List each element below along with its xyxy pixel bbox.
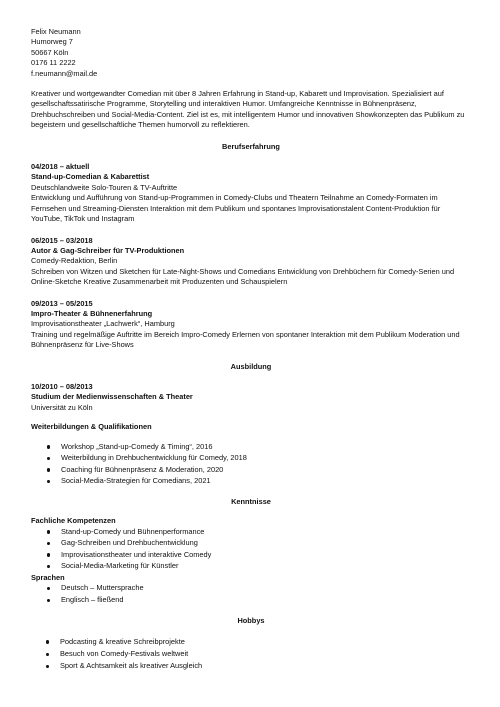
job-organization: Comedy-Redaktion, Berlin xyxy=(31,256,118,266)
list-item: Coaching für Bühnenpräsenz & Moderation, 2020 xyxy=(31,465,471,475)
contact-email: f.neumann@mail.de xyxy=(31,68,98,78)
education-dates: 10/2010 – 08/2013 xyxy=(31,381,93,391)
list-item: Besuch von Comedy-Festivals weltweit xyxy=(31,649,471,659)
skills-heading: Kenntnisse xyxy=(231,496,271,506)
hobbies-heading: Hobbys xyxy=(237,616,265,626)
contact-phone: 0176 11 2222 xyxy=(31,58,76,68)
education-entry xyxy=(31,382,471,413)
contact-street: Humorweg 7 xyxy=(31,37,73,47)
job-title: Stand-up-Comedian & Kabarettist xyxy=(31,172,150,182)
job-description: Schreiben von Witzen und Sketchen für Late-Night-Shows und Comedians Entwicklung von Drehbüchern für Comedy-Serien und Online-Sketche Kreative Zusammenarbeit mit Produzenten und Schauspielern xyxy=(31,266,455,287)
list-item: Improvisationstheater und interaktive Comedy xyxy=(31,550,471,560)
education-school: Universität zu Köln xyxy=(31,402,93,412)
technical-skills-heading: Fachliche Kompetenzen xyxy=(31,516,116,526)
education-heading: Ausbildung xyxy=(230,361,272,371)
list-item: Englisch – fließend xyxy=(31,595,471,605)
list-item: Sport & Achtsamkeit als kreativer Ausgleich xyxy=(31,661,471,671)
languages-heading: Sprachen xyxy=(31,572,65,582)
job-description: Entwicklung und Aufführung von Stand-up-Programmen in Comedy-Clubs und Theatern Teilnahme an Comedy-Formaten im Fernsehen und Streaming-Diensten Interaktion mit dem Publikum und spontanes Improvisationstalent Content-Produktion für YouTube, TikTok und Instagram xyxy=(31,193,441,224)
education-degree: Studium der Medienwissenschaften & Theater xyxy=(31,392,193,402)
list-item: Gag-Schreiben und Drehbuchentwicklung xyxy=(31,538,471,548)
job-entry xyxy=(31,162,471,224)
hobbies-list xyxy=(31,637,471,672)
job-organization: Improvisationstheater „Lachwerk“, Hamburg xyxy=(31,319,175,329)
further-education-heading: Weiterbildungen & Qualifikationen xyxy=(31,422,152,432)
job-entry xyxy=(31,299,471,351)
list-item: Stand-up-Comedy und Bühnenperformance xyxy=(31,527,471,537)
further-education-list xyxy=(31,442,471,487)
contact-name: Felix Neumann xyxy=(31,27,81,36)
profile-summary: Kreativer und wortgewandter Comedian mit über 8 Jahren Erfahrung in Stand-up, Kabarett und Improvisation. Spezialisiert auf gesellschaftssatirische Programme, Storytelling und interaktiven Humor. Umfangreiche Kenntnisse in Bühnenpräsenz, Drehbuchschreiben und Social-Media-Content. Ziel ist es, mit intelligentem Humor und innovativen Showkonzepten das Publikum zu begeistern und gesellschaftliche Themen humorvoll zu reflektieren. xyxy=(31,89,465,130)
contact-block xyxy=(31,27,471,79)
job-title: Impro-Theater & Bühnenerfahrung xyxy=(31,308,153,318)
job-title: Autor & Gag-Schreiber für TV-Produktionen xyxy=(31,245,185,255)
list-item: Social-Media-Strategien für Comedians, 2021 xyxy=(31,476,471,486)
job-entry xyxy=(31,236,471,288)
cv-document xyxy=(31,27,471,673)
list-item: Workshop „Stand-up-Comedy & Timing“, 2016 xyxy=(31,442,471,452)
list-item: Weiterbildung in Drehbuchentwicklung für Comedy, 2018 xyxy=(31,453,471,463)
list-item: Social-Media-Marketing für Künstler xyxy=(31,561,471,571)
contact-city: 50667 Köln xyxy=(31,47,69,57)
job-dates: 06/2015 – 03/2018 xyxy=(31,235,93,245)
list-item: Deutsch – Muttersprache xyxy=(31,583,471,593)
technical-skills-list xyxy=(31,527,471,572)
job-description: Training und regelmäßige Auftritte im Bereich Impro-Comedy Erlernen von spontaner Interaktion mit dem Publikum Moderation und Bühnenpräsenz für Live-Shows xyxy=(31,329,460,350)
languages-list xyxy=(31,583,471,605)
job-dates: 04/2018 – aktuell xyxy=(31,162,90,172)
job-organization: Deutschlandweite Solo-Touren & TV-Auftritte xyxy=(31,182,178,192)
list-item: Podcasting & kreative Schreibprojekte xyxy=(31,637,471,647)
experience-heading: Berufserfahrung xyxy=(222,141,280,151)
job-dates: 09/2013 – 05/2015 xyxy=(31,298,93,308)
